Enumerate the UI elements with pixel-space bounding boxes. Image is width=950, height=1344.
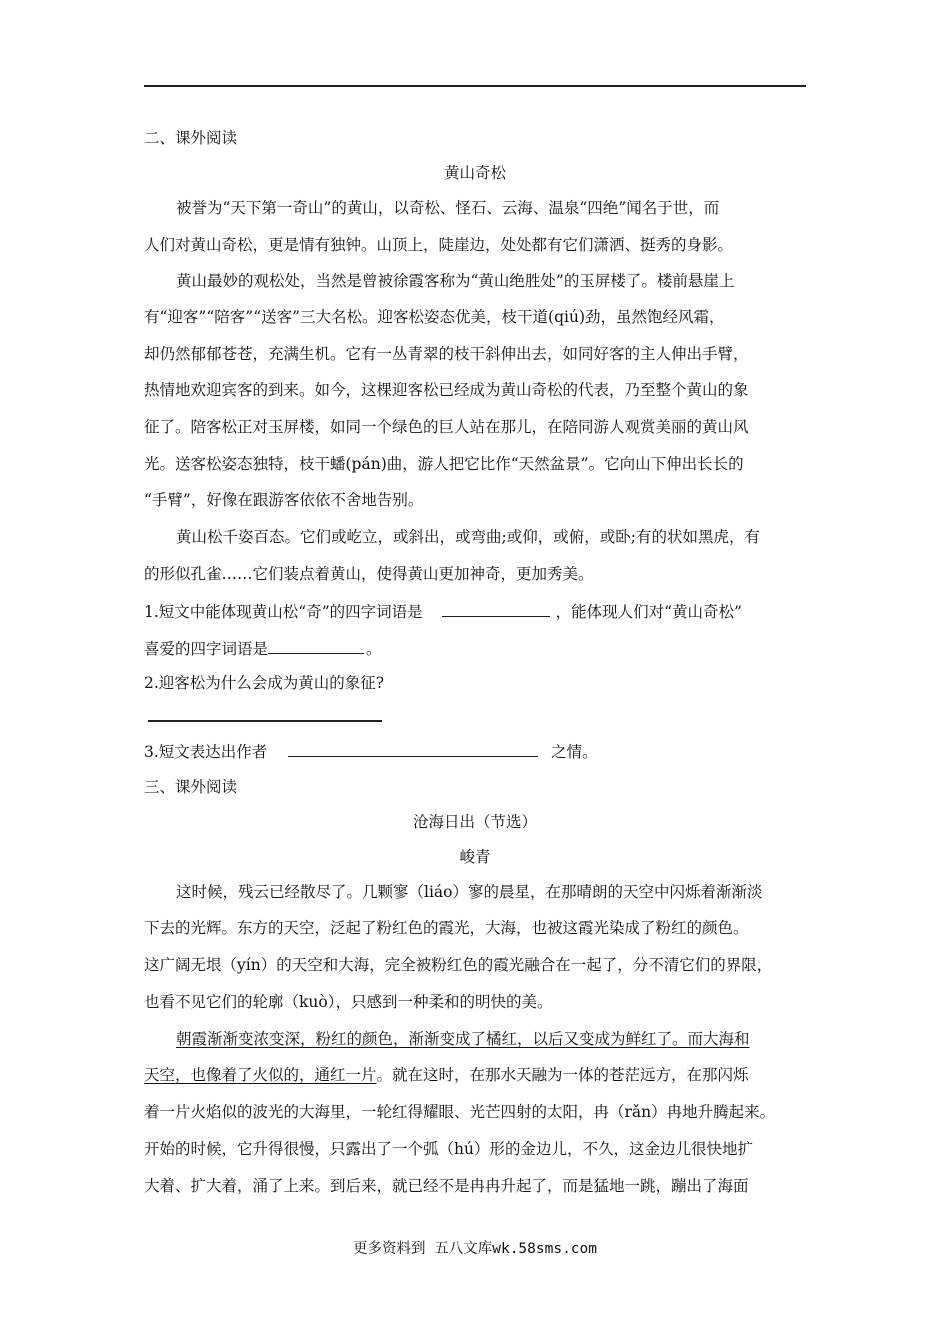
paragraph-line: 黄山松千姿百态。它们或屹立，或斜出，或弯曲;或仰，或俯，或卧;有的状如黑虎，有 [176,528,760,546]
paragraph-line: 下去的光辉。东方的天空，泛起了粉红色的霞光，大海，也被这霞光染成了粉红的颜色。 [144,919,749,937]
underlined-line: 朝霞渐渐变浓变深，粉红的颜色，渐渐变成了橘红，以后又变成为鲜红了。而大海和 [176,1030,750,1048]
paragraph-line: 大着、扩大着，涌了上来。到后来，就已经不是冉冉升起了，而是猛地一跳，蹦出了海面 [144,1177,749,1195]
paragraph-line: 开始的时候，它升得很慢，只露出了一个弧（hú）形的金边儿，不久，这金边儿很快地扩 [144,1140,753,1158]
paragraph-line: 这广阔无垠（yín）的天空和大海，完全被粉红色的霞光融合在一起了，分不清它们的界限， [144,956,773,974]
top-rule [144,85,806,87]
section2-heading: 二、课外阅读 [144,129,238,147]
question-1-text-d: 。 [366,640,382,658]
section3-title: 沧海日出（节选） [412,813,537,831]
paragraph-line: 黄山最妙的观松处，当然是曾被徐霞客称为“黄山绝胜处”的玉屏楼了。楼前悬崖上 [176,272,735,290]
paragraph-line: 着一片火焰似的波光的大海里，一轮红得耀眼、光芒四射的太阳，冉（rǎn）冉地升腾起来。 [144,1103,776,1121]
paragraph-line: 也看不见它们的轮廓（kuò），只感到一种柔和的明快的美。 [144,993,553,1011]
answer-blank-1[interactable] [442,600,550,617]
question-1-cont [144,637,814,659]
paragraph-line: 被誉为“天下第一奇山”的黄山，以奇松、怪石、云海、温泉“四绝”闻名于世，而 [176,199,720,217]
question-1-text-c: 喜爱的四字词语是 [144,640,269,658]
question-3 [144,740,814,762]
question-1-text-b: ，能体现人们对“黄山奇松” [555,603,742,621]
section3-heading: 三、课外阅读 [144,778,238,796]
paragraph-line: 光。送客松姿态独特，枝干蟠(pán)曲，游人把它比作“天然盆景”。它向山下伸出长长的 [144,455,744,473]
plain-segment: 。就在这时，在那水天融为一体的苍茫远方，在那闪烁 [376,1066,749,1084]
section3-author: 峻青 [459,848,491,866]
question-1 [144,600,814,622]
question-3-text-a: 3.短文表达出作者 [144,743,268,761]
question-1-text-a: 1.短文中能体现黄山松“奇”的四字词语是 [144,603,423,621]
footer-text: 更多资料到 五八文库wk.58sms.com [353,1241,597,1257]
question-3-text-b: 之情。 [551,743,598,761]
question-2: 2.迎客松为什么会成为黄山的象征? [144,674,385,692]
paragraph-line: 的形似孔雀……它们装点着黄山，使得黄山更加神奇，更加秀美。 [144,565,594,583]
paragraph-line: 征了。陪客松正对玉屏楼，如同一个绿色的巨人站在那儿，在陪同游人观赏美丽的黄山风 [144,418,749,436]
paragraph-line-mixed [144,1065,814,1085]
paragraph-line: “手臂”，好像在跟游客依依不舍地告别。 [144,491,424,509]
underlined-segment: 天空，也像着了火似的，通红一片 [144,1066,377,1084]
section2-title: 黄山奇松 [443,164,506,182]
answer-blank-2[interactable] [268,637,364,654]
paragraph-line: 这时候，残云已经散尽了。几颗寥（liáo）寥的晨星，在那晴朗的天空中闪烁着渐渐淡 [176,883,763,901]
paragraph-line: 却仍然郁郁苍苍，充满生机。它有一丛青翠的枝干斜伸出去，如同好客的主人伸出手臂， [144,345,749,363]
paragraph-line: 热情地欢迎宾客的到来。如今，这棵迎客松已经成为黄山奇松的代表，乃至整个黄山的象 [144,381,749,399]
paragraph-line: 有“迎客”“陪客”“送客”三大名松。迎客松姿态优美，枝干道(qiú)劲，虽然饱经风霜， [144,308,725,326]
answer-line-q2[interactable] [148,720,382,722]
paragraph-line: 人们对黄山奇松，更是情有独钟。山顶上，陡崖边，处处都有它们潇洒、挺秀的身影。 [144,236,734,254]
answer-blank-3[interactable] [288,740,538,757]
